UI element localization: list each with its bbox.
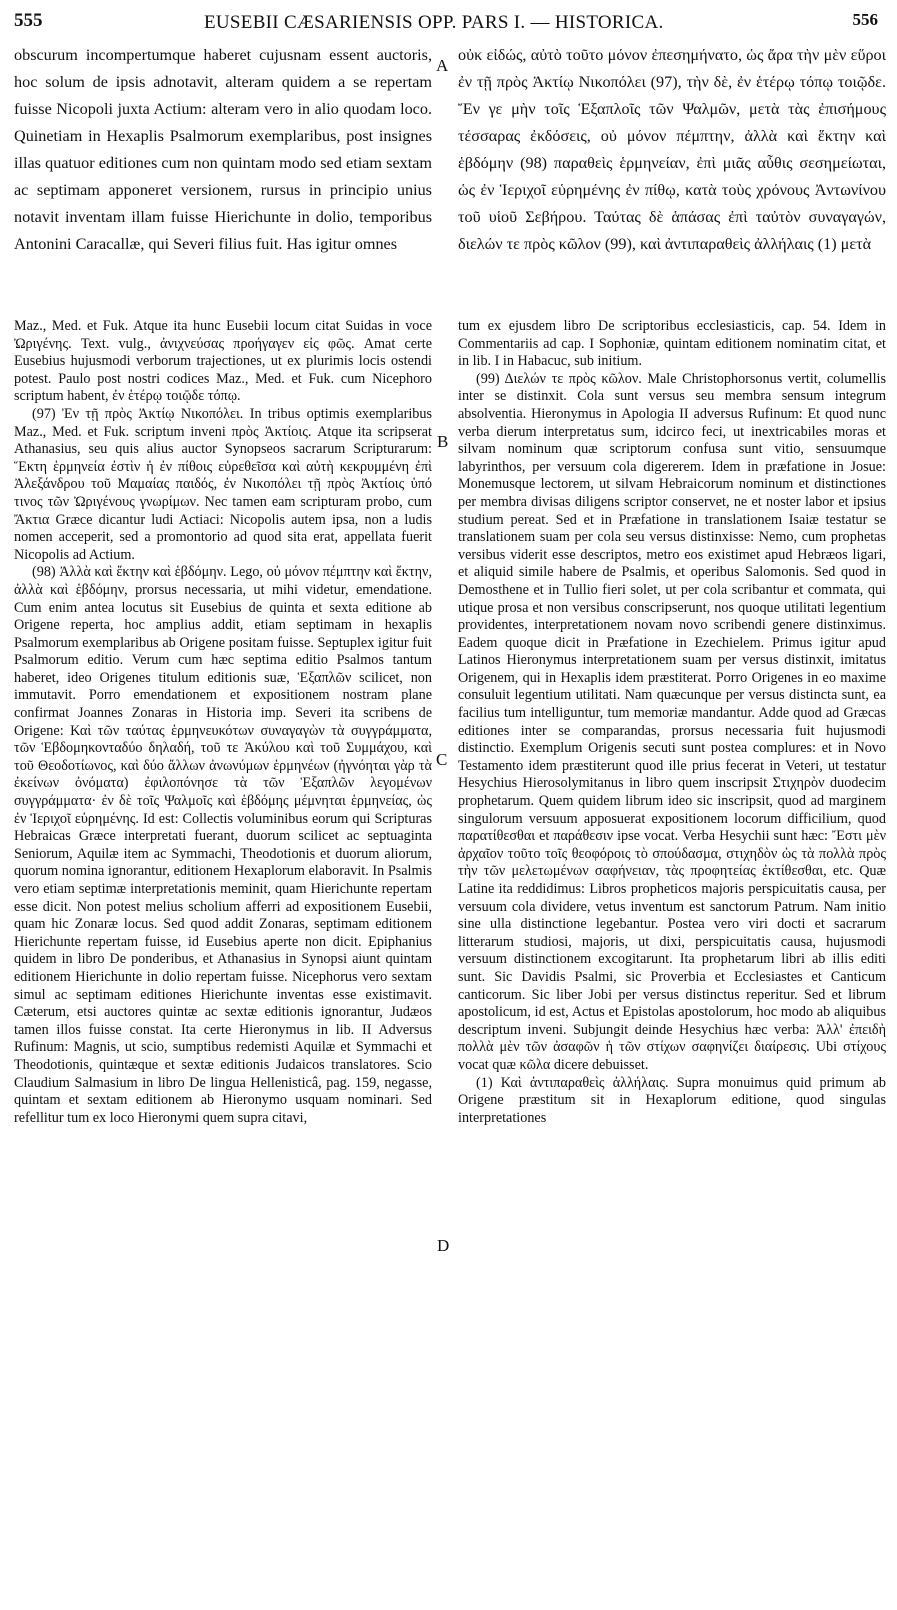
body-latin-text: obscurum incompertumque haberet cujusnam essent auctoris, hoc solum de ipsis adnotavit, alteram quidem a se repertam fuisse Nicopoli juxta Actium: alteram vero in alio quodam loco. Quinetiam in Hexaplis Psalmorum exemplaribus, post insignes illas quatuor editiones cum non quintam modo sed etiam sextam ac septimam apponeret versionem, rursus in principio unius notavit inventam illam fuisse Hierichunte in dolio, temporibus Antonini Caracallæ, qui Severi filius fuit. Has igitur omnes bbox=[14, 46, 432, 253]
note-paragraph: (1) Καὶ ἀντιπαραθεὶς ἀλλήλαις. Supra monuimus quid primum ab Origene præstitum sit in Hexaplorum editione, quod singulas interpretationes bbox=[458, 1074, 886, 1126]
notes-left-column bbox=[14, 318, 432, 1127]
page-number-right: 556 bbox=[852, 10, 878, 29]
note-paragraph: (99) Διελών τε πρὸς κῶλον. Male Christophorsonus vertit, columellis inter se distinxit. Cola sunt versus seu membra sensum integrum absolventia. Hieronymus in Apologia II adversus Rufinum: Et quod nunc verba dierum interpretatus sum, idcirco feci, ut inextricabiles moras et silvam nominum quæ scriptorum confusa sunt vitio, sensuumque labyrinthos, per versuum cola digererem. Idem in præfatione in Josue: Monemusque lectorem, ut silvam Hebraicorum nominum et distinctiones per membra divisas diligens scriptor conservet, ne et noster labor et ipsius studium pereat. Sed et in Præfatione in translationem Isaiæ testatur se translationem suam per cola seu versus distinxisse: Nemo, cum prophetas versibus viderit esse descriptos, metro eos existimet apud Hebræos ligari, et aliquid simile habere de Psalmis, et operibus Salomonis. Sed quod in Demosthene et in Tullio fieri solet, ut per cola scribantur et commata, qui utique prosa et non versibus conscripserunt, nos quoque utilitati legentium providentes, interpretationem novam novo scribendi genere distinximus. Eadem quoque dicit in Præfatione in Ezechielem. Primus igitur apud Latinos Hieronymus interpretationem suam per versus distinxit, imitatus Origenem, qui in Hexaplis idem præstiterat. Porro Origenes in eo maxime consuluit legentium utilitati. Nam quæcunque per versus distincta sunt, ea facilius tum intelliguntur, tum memoriæ mandantur. Adde quod ad Græcas editiones inter se comparandas, prorsus necessaria fuit hujusmodi distinctio. Exemplum Origenis secuti sunt postea complures: et in Novo Testamento idem præstiterunt quod ille prius fecerat in Veteri, ut testatur Hesychius Hierosolymitanus in libro quem inscripsit Στιχηρὸν duodecim prophetarum. Quem quidem librum ideo sic inscripsit, quod ad marginem singulorum versuum apposuerat expositionem locorum difficilium, quod παρατίθεσθαι et παράθεσιν ipse vocat. Verba Hesychii sunt hæc: Ἔστι μὲν ἀρχαῖον τοῦτο τοῖς θεοφόροις τὸ σπούδασμα, στιχηδὸν ὡς τὰ πολλὰ πρὸς τὴν τῶν μελετωμένων σαφήνειαν, τὰς προφητείας ἐκτίθεσθαι, etc. Quæ Latine ita reddidimus: Libros propheticos majoris perspicuitatis causa, per versuum cola dividere, vetus inventum est sanctorum Patrum. Nam initio sine ulla distinctione legebantur. Postea vero viri docti et sacrarum litterarum studiosi, majoris, ut dixi, perspicuitatis causa, hujusmodi versuum distinctionem excogitarunt. Ita prophetarum libri ab illis editi sunt. Sic Davidis Psalmi, sic Proverbia et Ecclesiastes et Canticum canticorum. Sic liber Jobi per versus distinctus reperitur. Sed et librum apostolicum, id est, Actus et Epistolas apostolorum, hoc modo ab aliquibus descriptum inveni. Subjungit deinde Hesychius hæc verba: Ἀλλ' ἐπειδὴ πολλὰ μὲν τῶν ἀσαφῶν ἡ τῶν στίχων σαφηνίζει διαίρεσις. Ubi στίχους vocat quæ κῶλα dicere debuisset. bbox=[458, 370, 886, 1073]
note-paragraph: Maz., Med. et Fuk. Atque ita hunc Eusebii locum citat Suidas in voce Ὠριγένης. Text. vulg., ἀνιχνεύσας προήγαγεν εἰς φῶς. Amat certe Eusebius hujusmodi verborum trajectiones, ut ex plurimis locis ostendi potest. Paulo post nostri codices Maz., Med. et Fuk. cum Nicephoro scriptum habent, ἐν ἑτέρῳ τοιῷδε τόπῳ. bbox=[14, 318, 432, 405]
margin-marker-b: B bbox=[437, 432, 449, 451]
running-header bbox=[14, 8, 884, 38]
running-title: EUSEBII CÆSARIENSIS OPP. PARS I. — HISTORICA. bbox=[204, 12, 664, 33]
page-number-left: 555 bbox=[14, 10, 43, 31]
notes-right-column bbox=[458, 318, 886, 1127]
margin-marker-d: D bbox=[437, 1236, 450, 1255]
note-paragraph: (97) Ἐν τῇ πρὸς Ἀκτίῳ Νικοπόλει. In tribus optimis exemplaribus Maz., Med. et Fuk. scriptum inveni πρὸς Ἀκτίοις. Atque ita scripserat Athanasius, seu quis alius auctor Synopseos sacrarum Scripturarum: Ἕκτη ἑρμηνεία ἐστὶν ἡ ἐν πίθοις εὑρεθεῖσα καὶ αὐτὴ κεκρυμμένη ἐπὶ Ἀλεξάνδρου τοῦ Μαμαίας παιδός, ἐν Νικοπόλει τῇ πρὸς Ἀκτίοις ὑπό τινος τῶν Ὠριγένους γνωρίμων. Nec tamen eam scripturam probo, cum Ἄκτια Græce dicantur ludi Actiaci: Nicopolis autem ipsa, non a ludis nomen acceperit, sed a promontorio ad quod sita erat, appellata fuerit Nicopolis ad Actium. bbox=[14, 405, 432, 563]
body-latin-column bbox=[14, 42, 432, 258]
margin-marker-a: A bbox=[436, 56, 449, 75]
margin-marker-c: C bbox=[436, 750, 448, 769]
note-paragraph: tum ex ejusdem libro De scriptoribus ecclesiasticis, cap. 54. Idem in Commentariis ad cap. I Sophoniæ, quintam editionem nominatim citat, et in lib. I in Habacuc, sub initium. bbox=[458, 318, 886, 370]
body-greek-text: οὐκ εἰδώς, αὐτὸ τοῦτο μόνον ἐπεσημήνατο, ὡς ἄρα τὴν μὲν εὕροι ἐν τῇ πρὸς Ἀκτίῳ Νικοπόλει (97), τὴν δὲ, ἐν ἑτέρῳ τόπῳ τοιῷδε. Ἔν γε μὴν τοῖς Ἑξαπλοῖς τῶν Ψαλμῶν, μετὰ τὰς ἐπισήμους τέσσαρας ἐκδόσεις, οὐ μόνον πέμπτην, ἀλλὰ καὶ ἕκτην καὶ ἑβδόμην (98) παραθεὶς ἑρμηνείαν, ἐπὶ μιᾶς αὖθις σεσημείωται, ὡς ἐν Ἱεριχοῖ εὑρημένης ἐν πίθῳ, κατὰ τοὺς χρόνους Ἀντωνίνου τοῦ υἱοῦ Σεβήρου. Ταύτας δὲ ἁπάσας ἐπὶ ταὐτὸν συναγαγών, διελών τε πρὸς κῶλον (99), καὶ ἀντιπαραθεὶς ἀλλήλαις (1) μετὰ bbox=[458, 46, 886, 253]
body-greek-column bbox=[458, 42, 886, 258]
note-paragraph: (98) Ἀλλὰ καὶ ἕκτην καὶ ἑβδόμην. Lego, οὐ μόνον πέμπτην καὶ ἕκτην, ἀλλὰ καὶ ἑβδόμην, prorsus necessaria, ut mihi videtur, emendatione. Cum enim antea locutus sit Eusebius de quinta et sexta editione ab Origene reperta, hoc amplius addit, etiam septimam in hexaplis Psalmorum exemplaribus ab Origene positam fuisse. Septuplex igitur fuit Psalmorum editio. Verum cum hæc septima editio Psalmos tantum haberet, ideo Origenes titulum editionis suæ, Ἑξαπλῶν scilicet, non immutavit. Porro emendationem et expositionem nostram plane confirmat Joannes Zonaras in Historia imp. Severi ita scribens de Origene: Καὶ τῶν ταύτας ἑρμηνευκότων συναγαγὼν τὰ συγγράμματα, τῶν Ἑβδομηκονταδύο δηλαδή, τοῦ τε Ἀκύλου καὶ τοῦ Συμμάχου, καὶ τοῦ Θεοδοτίωνος, καὶ δύο ἄλλων ἀνωνύμων ἑρμηνέων (ἠγνόηται γὰρ τὰ ἐκείνων ὀνόματα) ἐφιλοπόνησε τὰ τῶν Ἑξαπλῶν λεγομένων συγγράμματα· ἐν δὲ τοῖς Ψαλμοῖς καὶ ἑβδόμης μέμνηται ἑρμηνείας, ὡς ἐν Ἱεριχοῖ εὑρημένης. Id est: Collectis voluminibus eorum qui Scripturas Hebraicas Græce interpretati fuerant, duorum scilicet ac septuaginta Seniorum, Aquilæ item ac Symmachi, Theodotionis et duorum aliorum, quorum nomina ignorantur, editionem Hexaplorum elaboravit. In Psalmis vero etiam septimæ interpretationis meminit, quam Hierichunte repertam esse dicit. Non potest melius scholium afferri ad expositionem Eusebii, quam hic Zonaræ locus. Sed quod addit Zonaras, septimam editionem Hierichunte repertam fuisse, id Eusebius aperte non dicit. Epiphanius quidem in libro De ponderibus, et Athanasius in Synopsi aiunt quintam editionem Hierichunte in dolio repertam fuisse. Nicephorus vero sextam simul ac septimam editiones Hierichunte inventas esse existimavit. Cæterum, etsi auctores quintæ ac sextæ editionis ignorantur, Judæos tamen illos fuisse constat. Ita certe Hieronymus in lib. II Adversus Rufinum: Magnis, ut scio, sumptibus redemisti Aquilæ et Symmachi et Theodotionis, quintæque et sextæ editionis Judaicos translatores. Scio Claudium Salmasium in libro De lingua Hellenisticâ, pag. 159, negasse, quintam et sextam editionem ab Hieronymo usquam nominari. Sed refellitur tum ex loco Hieronymi quem supra citavi, bbox=[14, 564, 432, 1126]
